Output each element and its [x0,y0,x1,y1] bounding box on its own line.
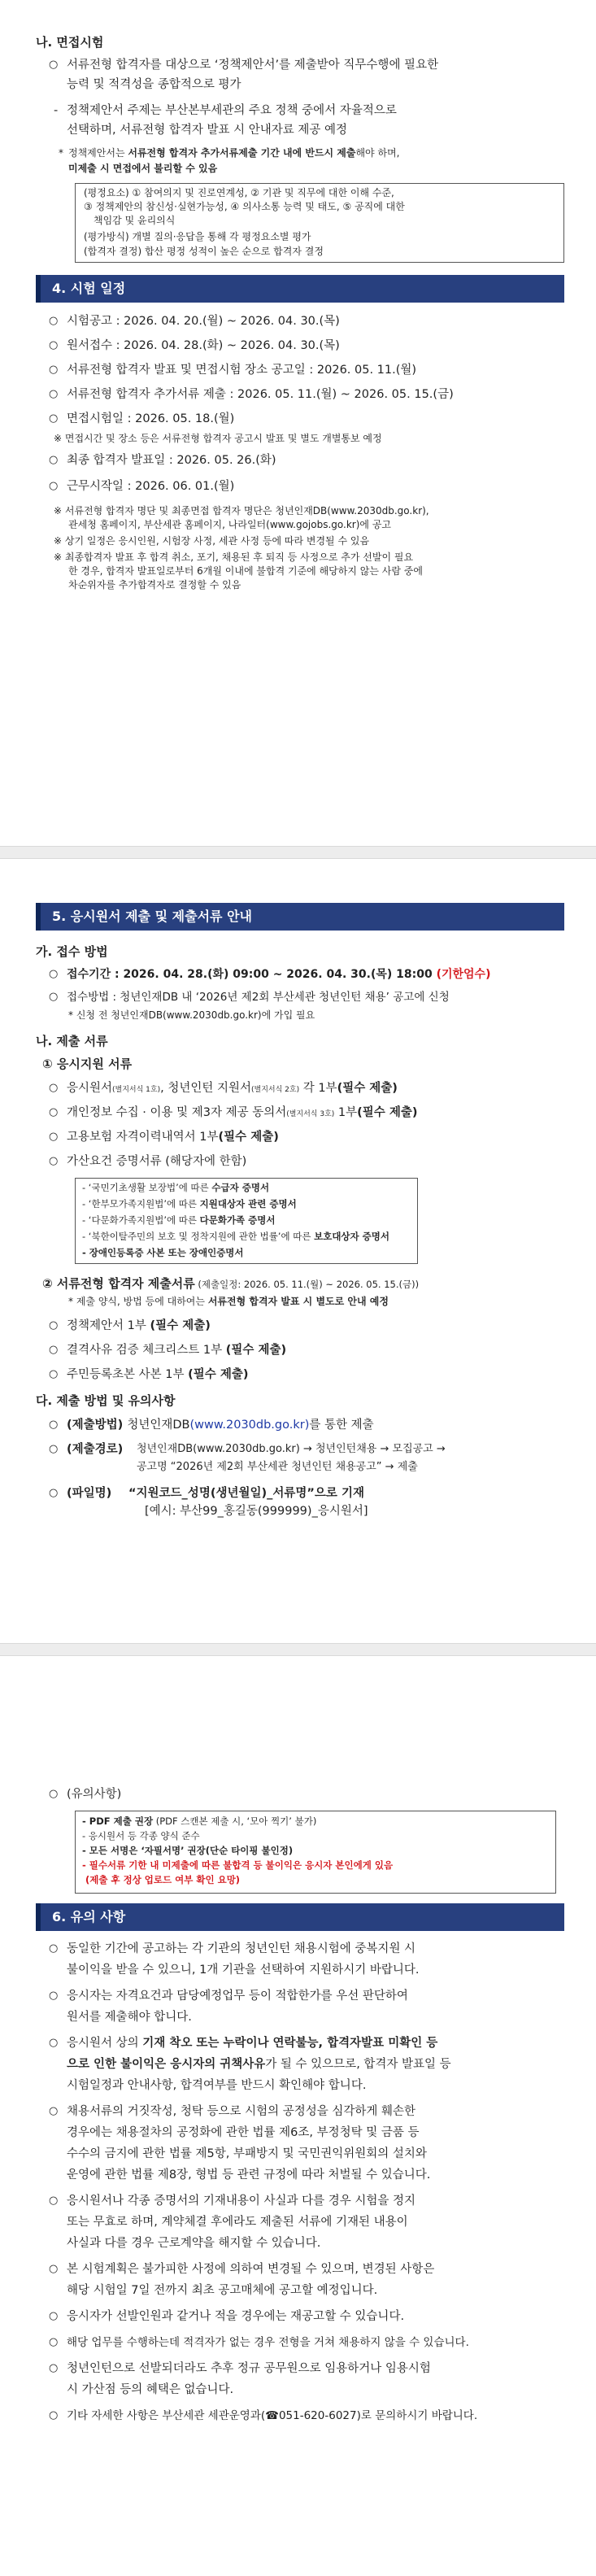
page-separator [0,846,596,859]
notice-item-signature: - 모든 서명은 ‘자필서명’ 권장(단순 타이핑 불인정) [82,1845,294,1856]
bullet-circle-icon: ○ [49,1487,59,1499]
submission-method: (제출방법) 청년인재DB(www.2030db.go.kr)를 통한 제출 [67,1419,374,1432]
caution-2-line1: 응시자는 자격요건과 담당예정업무 등이 적합한가를 우선 판단하여 [67,1990,408,2003]
bullet-circle-icon: ○ [49,968,59,980]
evaluation-box [75,183,564,263]
eval-factors-line3: 책임감 및 윤리의식 [94,215,176,226]
caution-4-line1: 채용서류의 거짓작성, 청탁 등으로 시험의 공정성을 심각하게 훼손한 [67,2105,416,2118]
doc-policy-proposal: 정책제안서 1부 (필수 제출) [67,1319,211,1332]
caution-8: 해당 업무를 수행하는데 적격자가 없는 경우 전형을 거쳐 채용하지 않을 수 있습니다. [67,2336,469,2349]
caution-5-line1: 응시원서나 각종 증명서의 기재내용이 사실과 다를 경우 시험을 정지 [67,2195,416,2208]
submission-path-label: (제출경로) [67,1443,124,1456]
note-additional-line2: 한 경우, 합격자 발표일로부터 6개월 이내에 불합격 기준에 해당하지 않는 사람 중에 [68,565,423,577]
receipt-period: 접수기간 : 2026. 04. 28.(화) 09:00 ~ 2026. 04. 30.(목) 18:00 (기한엄수) [67,968,491,981]
note-announce-line2: 관세청 홈페이지, 부산세관 홈페이지, 나라일터(www.gojobs.go.kr)에 공고 [68,519,392,530]
section-4-title: 4. 시험 일정 [52,281,126,296]
section-5-title: 5. 응시원서 제출 및 제출서류 안내 [52,909,252,924]
caution-6-line1: 본 시험계획은 불가피한 사정에 의하여 변경될 수 있으며, 변경된 사항은 [67,2263,435,2276]
caution-4-line4: 운영에 관한 법률 제8장, 형법 등 관련 규정에 따라 처벌될 수 있습니다. [67,2168,431,2182]
caution-5-line3: 사실과 다를 경우 근로계약을 해지할 수 있습니다. [67,2237,321,2250]
bonus-doc-item: - 장애인등록증 사본 또는 장애인증명서 [82,1247,244,1258]
bullet-circle-icon: ○ [49,1942,59,1955]
note-additional-line3: 차순위자를 추가합격자로 결정할 수 있음 [68,579,241,591]
caution-5-line2: 또는 무효로 하며, 계약체결 후에라도 제출된 서류에 기재된 내용이 [67,2216,408,2229]
caution-3-line3: 시험일정과 안내사항, 합격여부를 반드시 확인해야 합니다. [67,2079,367,2092]
notice-item-upload-check: (제출 후 정상 업로드 여부 확인 요망) [85,1874,241,1885]
notice-item-forms: - 응시원서 등 각종 양식 준수 [82,1830,200,1842]
schedule-interview: 면접시험일 : 2026. 05. 18.(월) [67,412,235,425]
interview-desc-line1: 서류전형 합격자를 대상으로 ‘정책제안서’를 제출받아 직무수행에 필요한 [67,59,439,72]
application-docs-heading: ① 응시지원 서류 [42,1057,133,1071]
caution-9-line2: 시 가산점 등의 혜택은 없습니다. [67,2383,234,2396]
passer-docs-note: * 제출 양식, 방법 등에 대하여는 서류전형 합격자 발표 시 별도로 안내 예정 [68,1296,389,1307]
bullet-circle-icon: ○ [49,2195,59,2207]
schedule-interview-note: ※ 면접시간 및 장소 등은 서류전형 합격자 공고시 발표 및 별도 개별통보 예정 [54,433,382,444]
policy-topic-line2: 선택하며, 서류전형 합격자 발표 시 안내자료 제공 예정 [67,124,348,137]
notice-item-deadline: - 필수서류 기한 내 미제출에 따른 불합격 등 불이익은 응시자 본인에게 있음 [82,1859,394,1871]
page-separator [0,1643,596,1656]
bullet-circle-icon: ○ [49,2037,59,2049]
bullet-circle-icon: ○ [49,59,59,71]
caution-1-line2: 불이익을 받을 수 있으니, 1개 기관을 선택하여 지원하시기 바랍니다. [67,1964,420,1977]
bullet-circle-icon: ○ [49,1106,59,1118]
bullet-circle-icon: ○ [49,1443,59,1455]
schedule-final-result: 최종 합격자 발표일 : 2026. 05. 26.(화) [67,454,276,467]
bullet-circle-icon: ○ [49,2263,59,2275]
bullet-circle-icon: ○ [49,1368,59,1380]
caution-7: 응시자가 선발인원과 같거나 적을 경우에는 재공고할 수 있습니다. [67,2310,405,2323]
schedule-application: 원서접수 : 2026. 04. 28.(화) ~ 2026. 04. 30.(목) [67,339,340,352]
bonus-docs-box [75,1178,418,1264]
interview-desc-line2: 능력 및 적격성을 종합적으로 평가 [67,78,241,91]
bullet-circle-icon: ○ [49,1131,59,1143]
policy-submit-note-line1: 정책제안서는 서류전형 합격자 추가서류제출 기간 내에 반드시 제출해야 하며, [68,147,400,159]
passer-docs-heading: ② 서류전형 합격자 제출서류 (제출일정: 2026. 05. 11.(월) ~ 2026. 05. 15.(금)) [42,1276,420,1291]
note-announce-line1: ※ 서류전형 합격자 명단 및 최종면접 합격자 명단은 청년인재DB(www.2030db.go.kr), [54,505,429,517]
schedule-doc-result: 서류전형 합격자 발표 및 면접시험 장소 공고일 : 2026. 05. 11.(월) [67,364,417,377]
eval-method: (평가방식) 개별 질의·응답을 통해 각 평정요소별 평가 [84,231,311,242]
filename-example: [예시: 부산99_홍길동(999999)_응시원서] [145,1505,368,1518]
note-additional-line1: ※ 최종합격자 발표 후 합격 취소, 포기, 채용된 후 퇴직 등 사정으로 추가 선발이 필요 [54,551,414,563]
doc-checklist: 결격사유 검증 체크리스트 1부 (필수 제출) [67,1344,287,1357]
bullet-circle-icon: ○ [49,1419,59,1431]
bullet-circle-icon: ○ [49,480,59,492]
caution-9-line1: 청년인턴으로 선발되더라도 추후 정규 공무원으로 임용하거나 임용시험 [67,2362,431,2375]
section-5-header [36,903,564,931]
bullet-circle-icon: ○ [49,2362,59,2374]
bullet-circle-icon: ○ [49,1990,59,2002]
subsection-documents-heading: 나. 제출 서류 [36,1034,108,1048]
schedule-extra-docs: 서류전형 합격자 추가서류 제출 : 2026. 05. 11.(월) ~ 2026. 05. 15.(금) [67,388,454,401]
section-6-header [36,1903,564,1931]
caution-3-line1: 응시원서 상의 기재 착오 또는 누락이나 연락불능, 합격자발표 미확인 등 [67,2037,438,2050]
bullet-circle-icon: ○ [49,2336,59,2348]
bullet-circle-icon: ○ [49,388,59,400]
subsection-interview-heading: 나. 면접시험 [36,35,104,50]
schedule-start-work: 근무시작일 : 2026. 06. 01.(월) [67,480,235,493]
phone-number: ☎051-620-6027 [265,2409,357,2422]
bullet-circle-icon: ○ [49,1082,59,1094]
bonus-doc-item: - ‘한부모가족지원법’에 따른 지원대상자 관련 증명서 [82,1198,297,1210]
bonus-doc-item: - ‘다문화가족지원법’에 따른 다문화가족 증명서 [82,1214,276,1226]
doc-bonus-proof: 가산요건 증명서류 (해당자에 한함) [67,1155,247,1168]
bullet-circle-icon: ○ [49,1344,59,1356]
note-schedule-change: ※ 상기 일정은 응시인원, 시험장 사정, 세관 사정 등에 따라 변경될 수 있음 [54,535,370,547]
doc-privacy-consent: 개인정보 수집 · 이용 및 제3자 제공 동의서(별지서식 3호) 1부(필수 제출) [67,1106,418,1119]
filename-label: (파일명) [67,1487,112,1500]
bullet-circle-icon: ○ [49,364,59,376]
caution-3-line2: 으로 인한 불이익은 응시자의 귀책사유가 될 수 있으므로, 합격자 발표일 등 [67,2058,451,2071]
bullet-circle-icon: ○ [49,2105,59,2117]
submission-path-line2: 공고명 “2026년 제2회 부산세관 청년인턴 채용공고” → 제출 [137,1461,418,1473]
bullet-circle-icon: ○ [49,2409,59,2421]
subsection-receipt-heading: 가. 접수 방법 [36,944,108,959]
caution-2-line2: 원서를 제출해야 합니다. [67,2011,192,2024]
caution-10-contact: 기타 자세한 사항은 부산세관 세관운영과(☎051-620-6027)로 문의하시기 바랍니다. [67,2409,478,2422]
notice-item-pdf: - PDF 제출 권장 (PDF 스캔본 제출 시, ‘모아 찍기’ 불가) [82,1815,317,1827]
filename-format: “지원코드_성명(생년월일)_서류명”으로 기재 [128,1487,364,1500]
bonus-doc-item: - ‘국민기초생활 보장법’에 따른 수급자 증명서 [82,1182,270,1193]
bullet-circle-icon: ○ [49,412,59,425]
doc-application-form: 응시원서(별지서식 1호), 청년인턴 지원서(별지서식 2호) 각 1부(필수 제출) [67,1082,398,1095]
eval-factors-line2: ③ 정책제안의 참신성·실현가능성, ④ 의사소통 능력 및 태도, ⑤ 공직에 대한 [84,201,405,212]
caution-6-line2: 해당 시험일 7일 전까지 최초 공고매체에 공고할 예정입니다. [67,2284,378,2297]
bullet-circle-icon: ○ [49,1155,59,1167]
dash-icon: - [54,104,59,117]
caution-4-line3: 수수의 금지에 관한 법률 제5항, 부패방지 및 국민권익위원회의 설치와 [67,2147,427,2160]
doc-employment-insurance: 고용보험 자격이력내역서 1부(필수 제출) [67,1131,279,1144]
eval-decision: (합격자 결정) 합산 평정 성적이 높은 순으로 합격자 결정 [84,246,324,257]
bullet-circle-icon: ○ [49,454,59,466]
bullet-circle-icon: ○ [49,339,59,351]
policy-topic-line1: 정책제안서 주제는 부산본부세관의 주요 정책 중에서 자율적으로 [67,104,397,117]
eval-factors-line1: (평정요소) ① 참여의지 및 진로연계성, ② 기관 및 직무에 대한 이해 수준, [84,187,394,198]
notice-heading: (유의사항) [67,1788,122,1801]
section-4-header [36,275,564,303]
bonus-doc-item: - ‘북한이탈주민의 보호 및 정착지원에 관한 법률’에 따른 보호대상자 증명서 [82,1231,389,1242]
schedule-notice: 시험공고 : 2026. 04. 20.(월) ~ 2026. 04. 30.(목) [67,315,340,328]
section-6-title: 6. 유의 사항 [52,1909,126,1924]
link-2030db[interactable]: (www.2030db.go.kr) [189,1419,310,1432]
doc-resident-register: 주민등록초본 사본 1부 (필수 제출) [67,1368,249,1381]
receipt-method: 접수방법 : 청년인재DB 내 ‘2026년 제2회 부산세관 청년인턴 채용’ 공고에 신청 [67,991,450,1004]
bullet-circle-icon: ○ [49,315,59,327]
bullet-circle-icon: ○ [49,1319,59,1332]
receipt-signup-note: * 신청 전 청년인재DB(www.2030db.go.kr)에 가입 필요 [68,1009,315,1021]
subsection-submission-heading: 다. 제출 방법 및 유의사항 [36,1393,176,1408]
bullet-circle-icon: ○ [49,2310,59,2322]
policy-submit-note-line2: 미제출 시 면접에서 불리할 수 있음 [68,163,218,174]
notice-box [75,1811,556,1894]
bullet-circle-icon: ○ [49,1788,59,1800]
caution-1-line1: 동일한 기간에 공고하는 각 기관의 청년인턴 채용시험에 중복지원 시 [67,1942,416,1955]
submission-path-line1: 청년인재DB(www.2030db.go.kr) → 청년인턴채용 → 모집공고 → [137,1443,446,1455]
caution-4-line2: 경우에는 채용절차의 공정화에 관한 법률 제6조, 부정청탁 및 금품 등 [67,2126,420,2139]
bullet-circle-icon: ○ [49,991,59,1003]
asterisk-icon: * [59,147,63,159]
